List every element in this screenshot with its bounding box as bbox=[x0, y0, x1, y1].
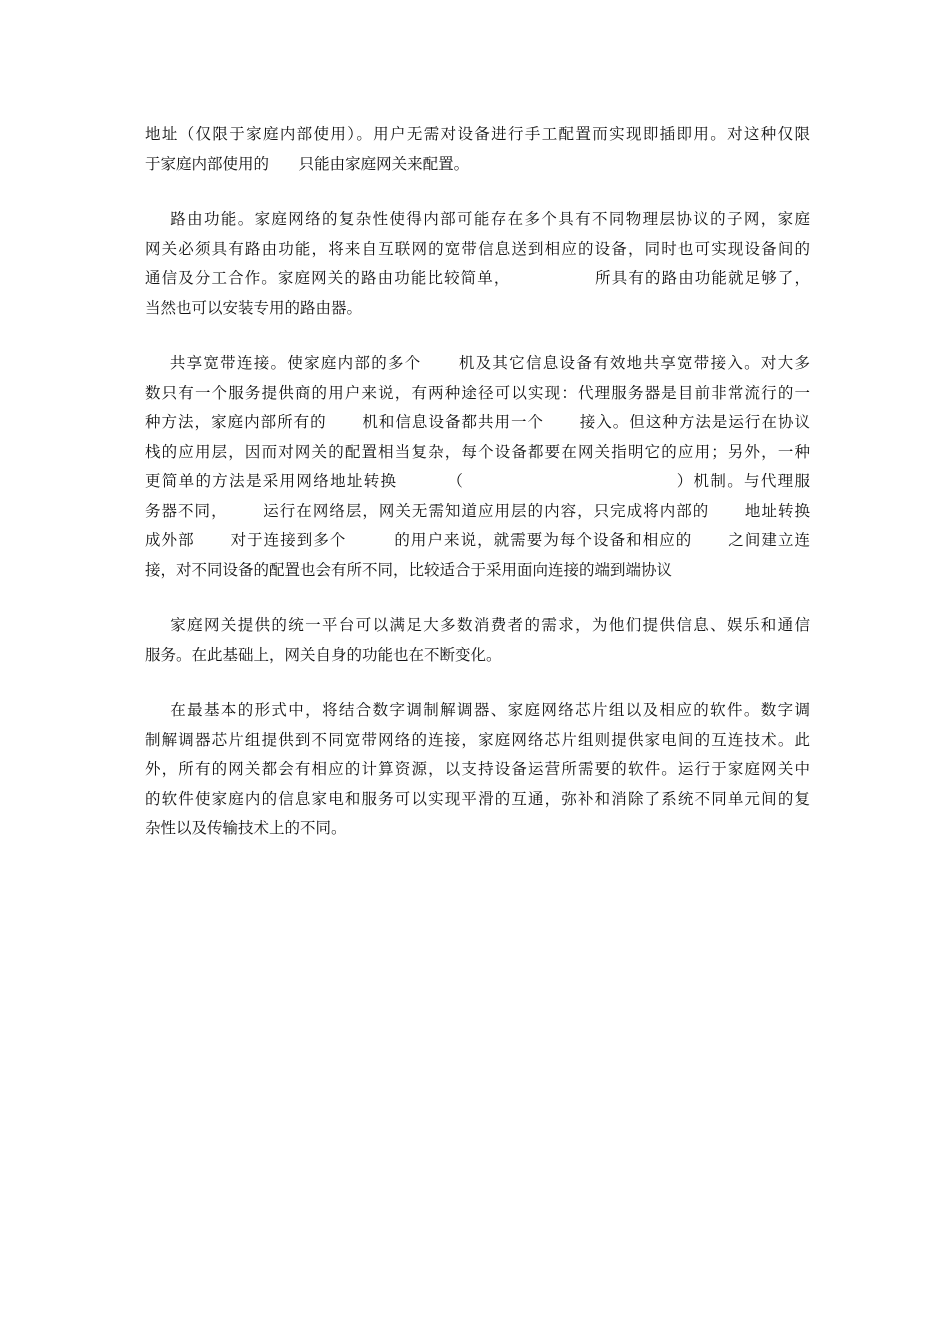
text-line: 制解调器芯片组提供到不同宽带网络的连接，家庭网络芯片组则提供家电间的互连技术。此 bbox=[145, 730, 810, 749]
text-line: 外，所有的网关都会有相应的计算资源，以支持设备运营所需要的软件。运行于家庭网关中 bbox=[145, 760, 810, 778]
text-line: 地址（仅限于家庭内部使用）。用户无需对设备进行手工配置而实现即插即用。对这种仅限 bbox=[145, 125, 810, 143]
text-line: 务器不同， 运行在网络层，网关无需知道应用层的内容，只完成将内部的 地址转换 bbox=[145, 501, 810, 520]
text-line: 种方法，家庭内部所有的 机和信息设备都共用一个 接入。但这种方法是运行在协议 bbox=[145, 413, 810, 431]
text-line: 通信及分工合作。家庭网关的路由功能比较简单， 所具有的路由功能就足够了， bbox=[145, 269, 810, 287]
text-line: 接，对不同设备的配置也会有所不同，比较适合于采用面向连接的端到端协议 bbox=[145, 560, 673, 579]
text-line: 共享宽带连接。使家庭内部的多个 机及其它信息设备有效地共享宽带接入。对大多 bbox=[145, 354, 810, 372]
paragraph-basic-form bbox=[145, 696, 810, 844]
text-line: 家庭网关提供的统一平台可以满足大多数消费者的需求，为他们提供信息、娱乐和通信 bbox=[145, 616, 810, 634]
text-line: 栈的应用层，因而对网关的配置相当复杂，每个设备都要在网关指明它的应用；另外，一种 bbox=[145, 442, 810, 461]
text-line: 在最基本的形式中，将结合数字调制解调器、家庭网络芯片组以及相应的软件。数字调 bbox=[145, 701, 810, 719]
text-line: 数只有一个服务提供商的用户来说，有两种途径可以实现：代理服务器是目前非常流行的一 bbox=[145, 383, 810, 402]
paragraph-routing bbox=[145, 205, 810, 323]
text-line: 更简单的方法是采用网络地址转换 （ ）机制。与代理服 bbox=[145, 472, 810, 490]
paragraph-address bbox=[145, 120, 810, 179]
paragraph-unified-platform bbox=[145, 611, 810, 670]
text-line: 成外部 对于连接到多个 的用户来说，就需要为每个设备和相应的 之间建立连 bbox=[145, 531, 810, 549]
text-line: 网关必须具有路由功能，将来自互联网的宽带信息送到相应的设备，同时也可实现设备间的 bbox=[145, 239, 810, 258]
text-line: 的软件使家庭内的信息家电和服务可以实现平滑的互通，弥补和消除了系统不同单元间的复 bbox=[145, 789, 810, 808]
text-line: 于家庭内部使用的 只能由家庭网关来配置。 bbox=[145, 154, 470, 173]
text-line: 路由功能。家庭网络的复杂性使得内部可能存在多个具有不同物理层协议的子网，家庭 bbox=[145, 210, 810, 228]
text-line: 服务。在此基础上，网关自身的功能也在不断变化。 bbox=[145, 645, 502, 664]
text-line: 杂性以及传输技术上的不同。 bbox=[145, 819, 347, 837]
text-line: 当然也可以安装专用的路由器。 bbox=[145, 298, 363, 317]
document-body bbox=[145, 120, 810, 870]
paragraph-shared-broadband bbox=[145, 349, 810, 585]
